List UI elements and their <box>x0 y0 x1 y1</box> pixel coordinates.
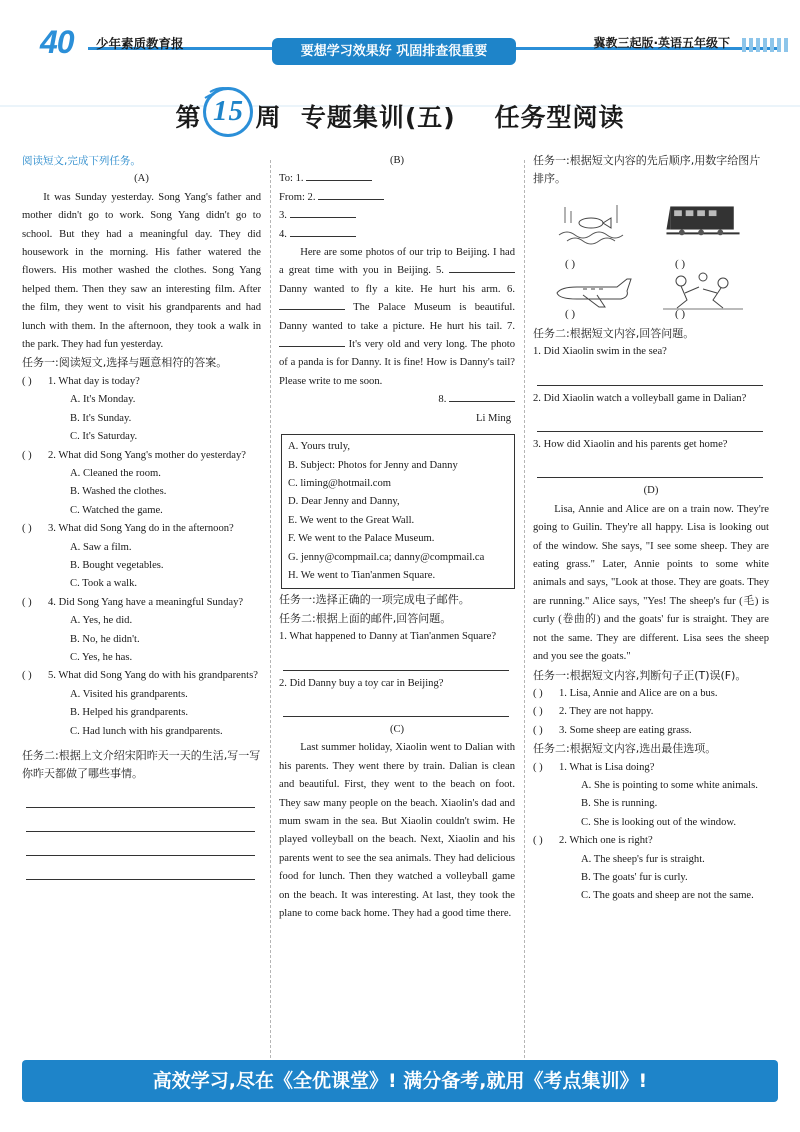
volleyball-picture <box>661 269 745 313</box>
question-4 <box>22 594 261 612</box>
answer-line[interactable] <box>283 647 509 671</box>
email-option: C. liming@hotmail.com <box>288 477 392 489</box>
answer-option: C. Took a walk. <box>70 578 138 590</box>
passage-c-q2: 2. Did Xiaolin watch a volleyball game in Dalian? <box>533 392 747 404</box>
question-stem: 5. What did Song Yang do with his grandparents? <box>48 670 258 682</box>
answer-parenthesis[interactable]: ( ) <box>533 724 543 736</box>
header-slogan: 要想学习效果好 巩固排查很重要 <box>272 38 516 65</box>
answer-line[interactable] <box>537 362 763 386</box>
answer-option: C. It's Saturday. <box>70 431 138 443</box>
column-left <box>22 152 261 880</box>
passage-c-text: Last summer holiday, Xiaolin went to Dalian with his parents. They went there by train. Dalian is clean and beautiful. First, they went to the beach on foot. They saw many people on the beach. Xiaolin's dad and mum swam in the sea. But Xiaolin couldn't swim. He played volleyball on the beach. Next, Xiaolin and his parents went to see the sea animals. They had delicious food for lunch. Then they watched a volleyball game on the beach. It was interesting. At last, they took the plane to come back home. They had a good time there. <box>279 742 515 920</box>
email-signature: Li Ming <box>475 412 511 424</box>
email-option: H. We went to Tian'anmen Square. <box>288 569 436 581</box>
answer-option: A. Visited his grandparents. <box>70 688 188 700</box>
answer-parenthesis[interactable]: ( ) <box>533 687 543 699</box>
answer-option: C. Yes, he has. <box>70 651 133 663</box>
passage-a-text: It was Sunday yesterday. Song Yang's father and mother didn't go to work. Song Yang didn't go to school. But they had a meaningful day. They did housework in the morning. His father watered the flowers. His mother washed the clothes. Song Yang helped them. Then they saw an interesting film. After the film, they went to visit his grandparents and had lunch with them. In the afternoon, they took a walk in the park. They had fun yesterday. <box>22 191 261 351</box>
question-stem: 2. They are not happy. <box>559 706 654 718</box>
answer-parenthesis[interactable]: ( ) <box>533 706 543 718</box>
passage-d-choices <box>533 759 769 906</box>
question-stem: 3. What did Song Yang do in the afternoon? <box>48 523 234 535</box>
answer-parenthesis[interactable]: ( ) <box>22 449 32 461</box>
question-3 <box>22 520 261 538</box>
blank-2[interactable] <box>318 190 384 200</box>
true-false-list <box>533 685 769 740</box>
choice-question-2 <box>533 832 769 850</box>
email-from-label: From: 2. <box>279 191 316 203</box>
line3-label: 3. <box>279 210 287 222</box>
answer-option: B. No, he didn't. <box>70 633 140 645</box>
train-picture <box>663 193 743 243</box>
email-option: F. We went to the Palace Museum. <box>288 533 435 545</box>
passage-b-label: (B) <box>389 155 405 166</box>
passage-c-q1: 1. Did Xiaolin swim in the sea? <box>533 346 667 358</box>
blank-8[interactable] <box>449 392 515 402</box>
blank-1[interactable] <box>306 171 372 181</box>
paper-name: 少年素质教育报 <box>96 36 184 51</box>
answer-option: B. She is running. <box>581 798 658 810</box>
passage-a-task1: 任务一:阅读短文,选择与题意相符的答案。 <box>22 356 228 370</box>
passage-c-label: (C) <box>389 723 405 735</box>
line4-label: 4. <box>279 228 287 240</box>
answer-parenthesis[interactable]: ( ) <box>533 835 543 847</box>
picture-order-paren[interactable]: ( ) <box>675 257 686 270</box>
passage-d-task2: 任务二:根据短文内容,选出最佳选项。 <box>533 742 717 756</box>
passage-d-text: Lisa, Annie and Alice are on a train now. They're going to Guilin. They're all happy. Lisa is looking out of the window. She says, "I see some sheep. They are eating grass." Later, Annie points to some white animals and says, "Look at those. They are goats. They are running." Alice says, "Yes! The sheep's fur (毛) is curly (卷曲的) and the goats' fur is straight. They are not the same. They are different. Lisa sees the sheep and you see the goats." <box>533 503 769 663</box>
email-body-part4: It's very old and very long. The photo of a panda is for Danny. It is fine! How is Danny's tail? Please write to me soon. <box>279 339 515 387</box>
passage-a-task2: 任务二:根据上文介绍宋阳昨天一天的生活,写一写你昨天都做了哪些事情。 <box>22 749 261 781</box>
passage-b-q1: 1. What happened to Danny at Tian'anmen Square? <box>279 631 497 643</box>
week-badge: 15 <box>203 87 253 137</box>
line8-label: 8. <box>438 394 447 406</box>
email-option: D. Dear Jenny and Danny, <box>288 496 400 508</box>
answer-option: A. The sheep's fur is straight. <box>581 853 705 865</box>
answer-option: C. She is looking out of the window. <box>581 816 736 828</box>
passage-a-label: (A) <box>134 173 149 185</box>
answer-option: C. The goats and sheep are not the same. <box>581 890 754 902</box>
edition-label: 冀教三起版·英语五年级下 <box>593 36 730 50</box>
answer-option: B. Helped his grandparents. <box>70 707 188 719</box>
title-prefix: 第 <box>175 103 202 132</box>
answer-line[interactable] <box>26 856 255 880</box>
picture-grid <box>533 189 769 325</box>
answer-parenthesis[interactable]: ( ) <box>22 375 32 387</box>
question-stem: 1. Lisa, Annie and Alice are on a bus. <box>559 687 718 699</box>
answer-option: C. Watched the game. <box>70 504 163 516</box>
question-stem: 4. Did Song Yang have a meaningful Sunday? <box>48 596 244 608</box>
email-body-part2: Danny wanted to fly a kite. He hurt his arm. 6. <box>279 283 515 295</box>
page-title <box>0 95 800 137</box>
email-line-3 <box>279 207 515 225</box>
column-divider <box>524 160 525 1058</box>
answer-line[interactable] <box>537 408 763 432</box>
answer-option: A. Cleaned the room. <box>70 467 161 479</box>
email-option: E. We went to the Great Wall. <box>288 514 415 526</box>
answer-parenthesis[interactable]: ( ) <box>533 761 543 773</box>
question-5 <box>22 667 261 685</box>
column-middle <box>279 152 515 923</box>
answer-line[interactable] <box>26 832 255 856</box>
question-stem: 3. Some sheep are eating grass. <box>559 724 692 736</box>
question-stem: 2. What did Song Yang's mother do yesterday? <box>48 449 246 461</box>
email-body <box>279 244 515 391</box>
email-body-part1: Here are some photos of our trip to Beijing. I had a great time with you in Beijing. 5. <box>279 247 515 277</box>
question-stem: 2. Which one is right? <box>559 835 653 847</box>
email-to-line <box>279 170 515 188</box>
answer-line[interactable] <box>283 693 509 717</box>
answer-option: A. She is pointing to some white animals. <box>581 779 758 791</box>
stripe-decoration <box>742 38 788 52</box>
picture-order-paren[interactable]: ( ) <box>565 257 576 270</box>
true-false-item <box>533 685 769 703</box>
answer-parenthesis[interactable]: ( ) <box>22 523 32 535</box>
email-line-4 <box>279 226 515 244</box>
column-right <box>533 152 769 906</box>
sea-animals-picture <box>557 197 627 247</box>
page-header <box>0 0 800 72</box>
picture-order-paren[interactable]: ( ) <box>675 307 686 320</box>
passage-c-task1: 任务一:根据短文内容的先后顺序,用数字给图片排序。 <box>533 154 761 186</box>
answer-option: A. Yes, he did. <box>70 615 133 627</box>
answer-parenthesis[interactable]: ( ) <box>22 596 32 608</box>
email-line-8 <box>279 391 515 409</box>
question-stem: 1. What is Lisa doing? <box>559 761 655 773</box>
passage-b-task1: 任务一:选择正确的一项完成电子邮件。 <box>279 593 470 607</box>
answer-line[interactable] <box>26 808 255 832</box>
answer-option: B. Bought vegetables. <box>70 559 164 571</box>
answer-option: A. It's Monday. <box>70 394 136 406</box>
answer-option: C. Had lunch with his grandparents. <box>70 725 223 737</box>
passage-a-questions <box>22 373 261 741</box>
email-from-line <box>279 189 515 207</box>
passage-b-task2: 任务二:根据上面的邮件,回答问题。 <box>279 611 452 625</box>
email-option: B. Subject: Photos for Jenny and Danny <box>288 459 458 471</box>
choice-question-1 <box>533 759 769 777</box>
question-1 <box>22 373 261 391</box>
blank-7[interactable] <box>279 337 345 347</box>
true-false-item <box>533 722 769 740</box>
email-body-part3: The Palace Museum is beautiful. Danny wanted to take a picture. He hurt his tail. 7. <box>279 302 515 332</box>
email-option: A. Yours truly, <box>288 441 351 453</box>
answer-option: B. The goats' fur is curly. <box>581 871 688 883</box>
email-to-label: To: 1. <box>279 173 304 185</box>
answer-parenthesis[interactable]: ( ) <box>22 670 32 682</box>
email-options-box <box>281 434 515 589</box>
passage-d-task1: 任务一:根据短文内容,判断句子正(T)误(F)。 <box>533 668 747 682</box>
passage-c-task2: 任务二:根据短文内容,回答问题。 <box>533 326 695 340</box>
blank-5[interactable] <box>449 263 515 273</box>
answer-line[interactable] <box>537 454 763 478</box>
answer-option: B. Washed the clothes. <box>70 486 167 498</box>
blank-3[interactable] <box>290 208 356 218</box>
column-divider <box>270 160 271 1058</box>
email-option: G. jenny@compmail.ca; danny@compmail.ca <box>288 551 485 563</box>
passage-d-label: (D) <box>643 485 659 497</box>
picture-order-paren[interactable]: ( ) <box>565 307 576 320</box>
answer-option: A. Saw a film. <box>70 541 132 553</box>
passage-c-q3: 3. How did Xiaolin and his parents get home? <box>533 439 728 451</box>
footer-banner: 高效学习,尽在《全优课堂》! 满分备考,就用《考点集训》! <box>22 1060 778 1102</box>
answer-line[interactable] <box>26 784 255 808</box>
question-2 <box>22 447 261 465</box>
passage-b-q2: 2. Did Danny buy a toy car in Beijing? <box>279 677 444 689</box>
reading-instruction: 阅读短文,完成下列任务。 <box>22 155 141 167</box>
true-false-item <box>533 703 769 721</box>
page-number: 40 <box>40 24 74 60</box>
answer-option: B. It's Sunday. <box>70 412 132 424</box>
title-suffix: 周 专题集训(五) 任务型阅读 <box>255 103 625 132</box>
blank-6[interactable] <box>279 300 345 310</box>
question-stem: 1. What day is today? <box>48 375 140 387</box>
blank-4[interactable] <box>290 227 356 237</box>
